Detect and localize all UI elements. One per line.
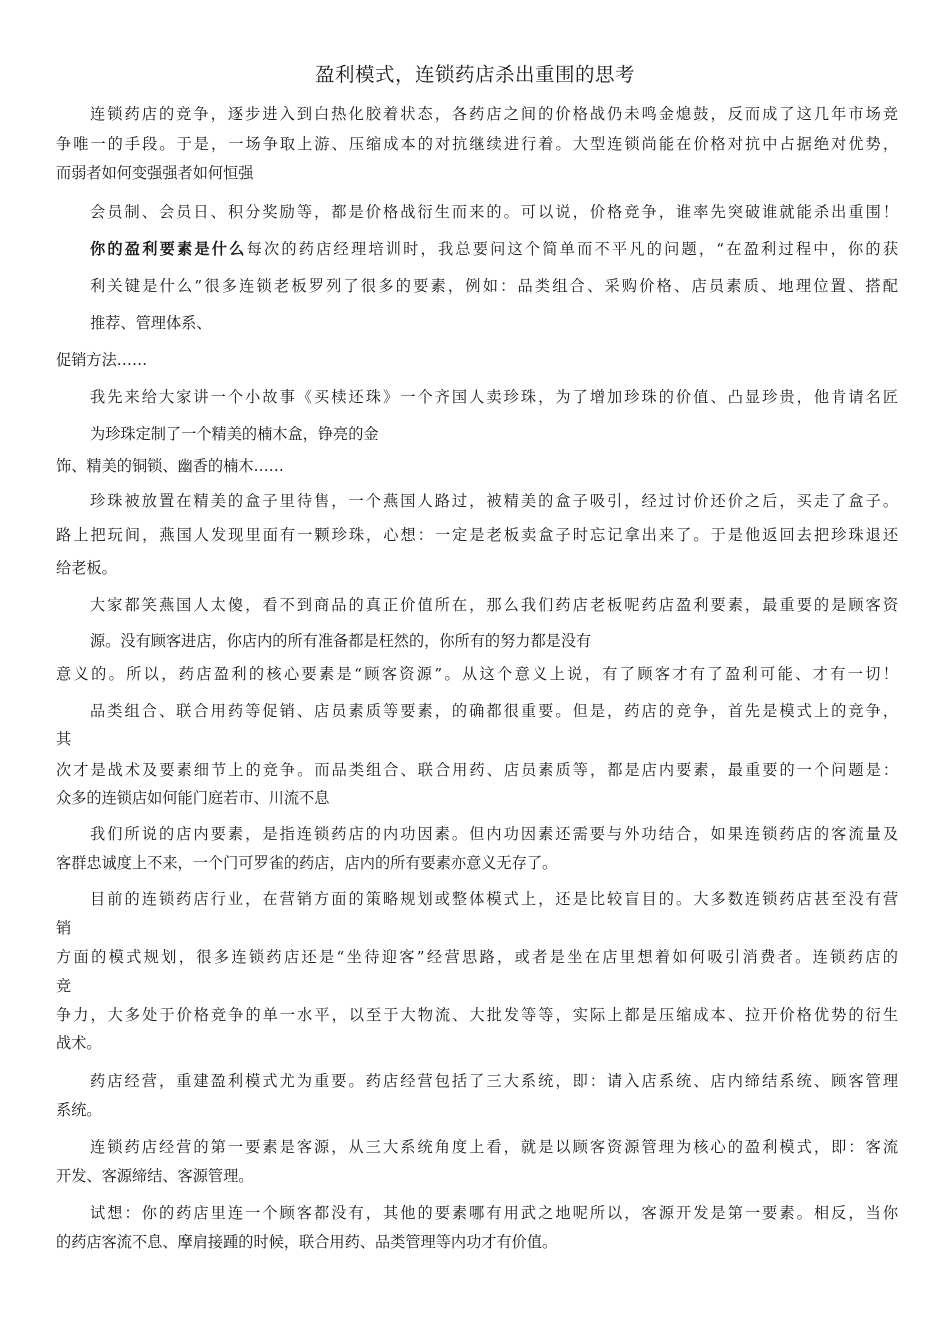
paragraph-line: 系统。 xyxy=(56,1101,102,1119)
paragraph-line: 给老板。 xyxy=(56,559,117,577)
paragraph-line: 连锁药店经营的第一要素是客源，从三大系统角度上看，就是以顾客资源管理为核心的盈利模式，即：客流 xyxy=(90,1138,898,1156)
paragraph-line: 次才是战术及要素细节上的竞争。而品类组合、联合用药、店员素质等，都是店内要素，最重要的一个问题是： xyxy=(56,761,898,779)
paragraph-line: 会员制、会员日、积分奖励等，都是价格战衍生而来的。可以说，价格竞争，谁率先突破谁就能杀出重围！ xyxy=(90,203,898,221)
paragraph-line: 大家都笑燕国人太傻，看不到商品的真正价值所在，那么我们药店老板呢药店盈利要素，最重要的是顾客资 xyxy=(90,596,898,614)
paragraph-line: 意义的。所以，药店盈利的核心要素是“顾客资源”。从这个意义上说，有了顾客才有了盈利可能、才有一切！ xyxy=(56,665,898,683)
paragraph-line: 开发、客源缔结、客源管理。 xyxy=(56,1167,254,1185)
paragraph-line: 促销方法…… xyxy=(56,351,148,369)
paragraph-line: 品类组合、联合用药等促销、店员素质等要素，的确都很重要。但是，药店的竞争，首先是模式上的竞争， xyxy=(90,702,898,720)
paragraph-line: 推荐、管理体系、 xyxy=(90,314,212,332)
paragraph-line: 源。没有顾客进店，你店内的所有准备都是枉然的，你所有的努力都是没有 xyxy=(90,632,592,650)
paragraph-line: 竞 xyxy=(56,977,72,995)
paragraph-line: 目前的连锁药店行业，在营销方面的策略规划或整体模式上，还是比较盲目的。大多数连锁药店甚至没有营 xyxy=(90,890,898,908)
paragraph-line: 我先来给大家讲一个小故事《买椟还珠》一个齐国人卖珍珠，为了增加珍珠的价值、凸显珍贵，他肯请名匠 xyxy=(90,388,898,406)
paragraph-line: 众多的连锁店如何能门庭若市、川流不息 xyxy=(56,789,330,807)
paragraph-line: 而弱者如何变强强者如何恒强 xyxy=(56,164,254,182)
paragraph-line: 争力，大多处于价格竞争的单一水平，以至于大物流、大批发等等，实际上都是压缩成本、拉开价格优势的衍生 xyxy=(56,1006,898,1024)
paragraph-line xyxy=(90,238,898,260)
paragraph-line: 路上把玩间，燕国人发现里面有一颗珍珠，心想：一定是老板卖盒子时忘记拿出来了。于是他返回去把珍珠退还 xyxy=(56,526,898,544)
paragraph-line: 为珍珠定制了一个精美的楠木盒，铮亮的金 xyxy=(90,425,379,443)
paragraph-line: 方面的模式规划，很多连锁药店还是“坐待迎客”经营思路，或者是坐在店里想着如何吸引消费者。连锁药店的 xyxy=(56,948,898,966)
paragraph-line: 药店经营，重建盈利模式尤为重要。药店经营包括了三大系统，即：请入店系统、店内缔结系统、顾客管理 xyxy=(90,1072,898,1090)
paragraph-line: 销 xyxy=(56,919,72,937)
paragraph-line: 珍珠被放置在精美的盒子里待售，一个燕国人路过，被精美的盒子吸引，经过讨价还价之后，买走了盒子。 xyxy=(90,492,898,510)
paragraph-line: 我们所说的店内要素，是指连锁药店的内功因素。但内功因素还需要与外功结合，如果连锁药店的客流量及 xyxy=(90,825,898,843)
paragraph-line: 的药店客流不息、摩肩接踵的时候，联合用药、品类管理等内功才有价值。 xyxy=(56,1233,558,1251)
paragraph-line: 利关键是什么”很多连锁老板罗列了很多的要素，例如：品类组合、采购价格、店员素质、地理位置、搭配 xyxy=(90,277,898,295)
paragraph-line: 饰、精美的铜锁、幽香的楠木…… xyxy=(56,457,284,475)
paragraph-line: 其 xyxy=(56,730,72,748)
paragraph-line: 客群忠诚度上不来，一个门可罗雀的药店，店内的所有要素亦意义无存了。 xyxy=(56,854,558,872)
paragraph-line: 争唯一的手段。于是，一场争取上游、压缩成本的对抗继续进行着。大型连锁尚能在价格对抗中占据绝对优势， xyxy=(56,135,898,153)
document-title: 盈利模式，连锁药店杀出重围的思考 xyxy=(314,63,635,86)
paragraph-line: 试想：你的药店里连一个顾客都没有，其他的要素哪有用武之地呢所以，客源开发是第一要素。相反，当你 xyxy=(90,1204,898,1222)
paragraph-line: 战术。 xyxy=(56,1034,102,1052)
bold-lead-text: 你的盈利要素是什么 xyxy=(90,240,247,258)
paragraph-line-text: 每次的药店经理培训时，我总要问这个简单而不平凡的问题，“在盈利过程中，你的获 xyxy=(246,240,899,258)
paragraph-line: 连锁药店的竞争，逐步进入到白热化胶着状态，各药店之间的价格战仍未鸣金熄鼓，反而成了这几年市场竞 xyxy=(90,105,898,123)
